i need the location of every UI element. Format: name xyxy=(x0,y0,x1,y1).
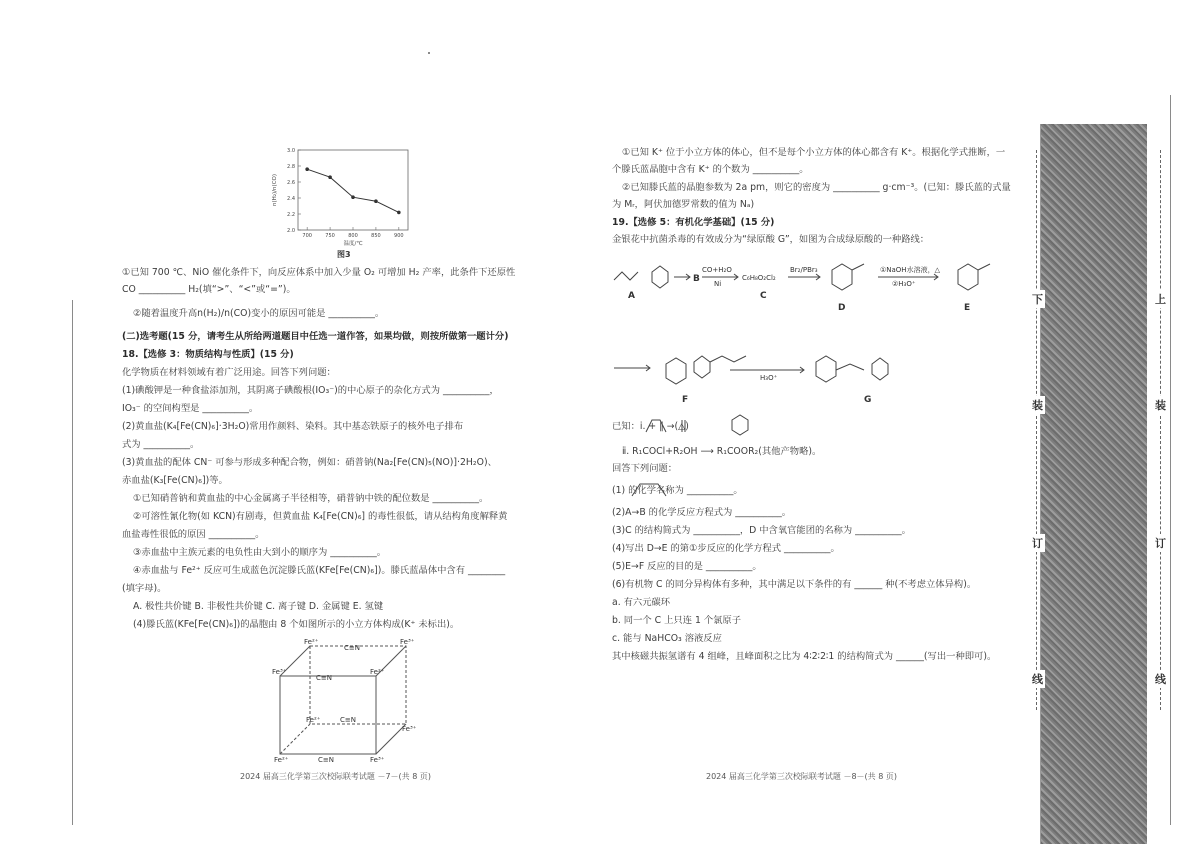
left-page-footer: 2024 届高三化学第三次校际联考试题 －7－(共 8 页) xyxy=(240,772,431,781)
reagent-ni: Ni xyxy=(714,280,722,288)
x-tick-label-4: 900 xyxy=(394,233,404,239)
compound-a-chain xyxy=(614,272,638,280)
outer-label-4: 线 xyxy=(1153,670,1168,688)
cube-label-fe-bl: Fe²⁺ xyxy=(306,716,321,724)
data-point-0 xyxy=(305,167,309,171)
q19-6-cond-c: c. 能与 NaHCO₃ 溶液反应 xyxy=(612,633,722,644)
x-tick-label-1: 750 xyxy=(325,233,335,239)
q18-1-line-2: IO₃⁻ 的空间构型是 __________。 xyxy=(122,403,259,414)
q18-3-sub-3: ③赤血盐中主族元素的电负性由大到小的顺序为 __________。 xyxy=(133,547,387,558)
cyclohexene-product xyxy=(732,415,748,435)
y-tick-label-2: 2.4 xyxy=(287,196,295,202)
label-g: G xyxy=(864,395,872,405)
answer-prompt: 回答下列问题： xyxy=(612,463,678,474)
cube-label-fe-br: Fe³⁺ xyxy=(402,725,417,733)
q18-2-line-1: (2)黄血盐(K₄[Fe(CN)₆]·3H₂O)常用作颜料、染料。其中基态铁原子的核外电子排布 xyxy=(122,421,464,432)
q18-4-sub-1-line-2: 个滕氏蓝晶胞中含有 K⁺ 的个数为 __________。 xyxy=(612,164,809,175)
y-tick-label-3: 2.6 xyxy=(287,180,295,186)
label-d: D xyxy=(838,303,846,313)
outer-label-2: 装 xyxy=(1153,396,1168,414)
reactant-chain xyxy=(710,356,746,362)
chart-caption: 图3 xyxy=(337,250,351,259)
compound-g-ring-1 xyxy=(816,356,836,382)
data-point-4 xyxy=(397,211,401,215)
outer-dash-line xyxy=(1160,150,1162,710)
chart-frame xyxy=(298,150,408,230)
x-tick-label-3: 850 xyxy=(371,233,381,239)
y-tick-label-5: 3.0 xyxy=(287,148,295,154)
cube-label-fe-mr: Fe²⁺ xyxy=(370,668,385,676)
chart-axes xyxy=(272,148,408,247)
dichloro-alkene xyxy=(632,484,666,496)
diels-alder-svg xyxy=(642,412,762,438)
synthesis-scheme-row-2 xyxy=(610,340,1030,410)
cube-label-cn-top: C≡N xyxy=(344,644,360,652)
q18-3-sub-2-line-2: 血盐毒性很低的原因 __________。 xyxy=(122,529,265,540)
reagent-h3o: ②H₃O⁺ xyxy=(892,280,916,288)
q19-6-final: 其中核磁共振氢谱有 4 组峰，且峰面积之比为 4∶2∶2∶1 的结构简式为 ______(写出一种即可)。 xyxy=(612,651,997,662)
q19-1-structure xyxy=(628,478,674,500)
label-a: A xyxy=(628,291,635,301)
q18-options: A. 极性共价键 B. 非极性共价键 C. 离子键 D. 金属键 E. 氢键 xyxy=(133,601,384,612)
compound-f-ring xyxy=(666,358,686,384)
cube-label-fe-b1: Fe²⁺ xyxy=(274,756,289,764)
q19-1-structure-svg xyxy=(628,478,674,500)
cube-back-face xyxy=(310,646,406,724)
q18-1-line-1: (1)碘酸钾是一种食盐添加剂，其阴离子碘酸根(IO₃⁻)的中心原子的杂化方式为 __________， xyxy=(122,385,499,396)
q19-6-cond-a: a. 有六元碳环 xyxy=(612,597,671,608)
q18-3-line-2: 赤血盐(K₃[Fe(CN)₆])等。 xyxy=(122,475,228,486)
reactant-ring xyxy=(694,356,710,378)
scheme-row-1-svg xyxy=(610,250,1030,320)
temperature-ratio-chart xyxy=(268,142,418,252)
q19-1: (1) 的化学名称为 __________。 xyxy=(612,485,743,496)
q18-intro: 化学物质在材料领域有着广泛用途。回答下列问题： xyxy=(122,367,336,378)
known-ii: ⅱ. R₁COCl+R₂OH ⟶ R₁COOR₂(其他产物略)。 xyxy=(622,446,822,457)
y-axis-label: n(H₂)/n(CO) xyxy=(272,174,278,206)
right-page-footer: 2024 届高三化学第三次校际联考试题 －8－(共 8 页) xyxy=(706,772,897,781)
q18-4-sub-2-line-2: 为 Mᵣ，阿伏加德罗常数的值为 Nₐ) xyxy=(612,199,755,210)
data-point-2 xyxy=(351,195,355,199)
cube-label-cn-inner: C≡N xyxy=(340,716,356,724)
chart-svg xyxy=(268,142,418,252)
q19-intro: 金银花中抗菌杀毒的有效成分为“绿原酸 G”，如图为合成绿原酸的一种路线： xyxy=(612,234,930,245)
y-tick-label-1: 2.2 xyxy=(287,212,295,218)
inner-label-4: 线 xyxy=(1030,670,1045,688)
synthesis-scheme-row-1 xyxy=(610,250,1030,320)
y-tick-label-0: 2.0 xyxy=(287,228,295,234)
data-point-1 xyxy=(328,175,332,179)
q18-4-line-1: (4)滕氏蓝(KFe[Fe(CN)₆])的晶胞由 8 个如图所示的小立方体构成(K⁺ 未标出)。 xyxy=(133,619,460,630)
label-b: B xyxy=(693,274,700,284)
compound-e-ring xyxy=(958,264,978,290)
label-f: F xyxy=(682,395,689,405)
right-scan-edge xyxy=(1170,95,1171,825)
q18-3-sub-4-line-2: (填字母)。 xyxy=(122,583,167,594)
q18-3-sub-4-line-1: ④赤血盐与 Fe²⁺ 反应可生成蓝色沉淀滕氏蓝(KFe[Fe(CN)₆])。滕氏蓝晶体中含有 ________ xyxy=(133,565,506,576)
y-tick-label-4: 2.8 xyxy=(287,164,295,170)
data-point-3 xyxy=(374,199,378,203)
inner-label-3: 订 xyxy=(1030,534,1045,552)
inner-dash-line xyxy=(1036,150,1038,710)
q18-3-sub-2-line-1: ②可溶性氰化物(如 KCN)有剧毒，但黄血盐 K₄[Fe(CN)₆] 的毒性很低，请从结构角度解释黄 xyxy=(133,511,508,522)
x-axis-label: 温度/℃ xyxy=(343,241,363,247)
binding-strip-pattern xyxy=(1040,124,1147,844)
compound-g-ring-2 xyxy=(872,358,888,380)
q18-2-line-2: 式为 __________。 xyxy=(122,439,200,450)
reagent-f-g: H₃O⁺ xyxy=(760,374,778,382)
x-tick-label-2: 800 xyxy=(348,233,358,239)
cube-label-fe-ml: Fe³⁺ xyxy=(272,668,287,676)
cube-label-fe-tl: Fe²⁺ xyxy=(304,638,319,646)
q17-line-3: ②随着温度升高n(H₂)/n(CO)变小的原因可能是 __________。 xyxy=(133,308,385,319)
scheme-row-2-svg xyxy=(610,340,1030,410)
known-i: 已知：ⅰ. + ‖ →(△) xyxy=(612,421,689,432)
q18-4-sub-2-line-1: ②已知滕氏蓝的晶胞参数为 2a pm，则它的密度为 __________ g·cm⁻³。(已知：滕氏蓝的式量 xyxy=(622,182,1011,193)
q18-3-sub-1: ①已知硝普钠和黄血盐的中心金属离子半径相等，硝普钠中铁的配位数是 __________。 xyxy=(133,493,489,504)
q19-6-cond-b: b. 同一个 C 上只连 1 个氯原子 xyxy=(612,615,742,626)
cube-label-fe-tr: Fe³⁺ xyxy=(400,638,415,646)
cube-label-cn-bottom: C≡N xyxy=(318,756,334,764)
chart-marks xyxy=(305,167,400,214)
q19-5: (5)E→F 反应的目的是 __________。 xyxy=(612,561,762,572)
diene xyxy=(646,420,666,432)
cube-front-face xyxy=(280,676,376,754)
cube-edge-4 xyxy=(280,724,310,754)
cube-label-cn-mid: C≡N xyxy=(316,674,332,682)
compound-d-sub xyxy=(852,264,864,270)
reagent-br2: Br₂/PBr₃ xyxy=(790,266,818,274)
outer-label-1: 上 xyxy=(1153,290,1168,308)
x-tick-label-0: 700 xyxy=(302,233,312,239)
tengs-blue-unit-cube xyxy=(266,636,436,764)
left-scan-edge xyxy=(72,300,73,825)
intermediate-c-formula: C₆H₈O₂Cl₂ xyxy=(742,274,776,282)
q17-line-1: ①已知 700 ℃、NiO 催化条件下，向反应体系中加入少量 O₂ 可增加 H₂ 产率，此条件下还原性 xyxy=(122,267,516,278)
elective-heading: (二)选考题(15 分，请考生从所给两道题目中任选一道作答，如果均做，则按所做第一题计分) xyxy=(122,331,509,342)
q19-2: (2)A→B 的化学反应方程式为 __________。 xyxy=(612,507,792,518)
compound-g-chain xyxy=(836,364,864,370)
compound-d-ring xyxy=(832,264,852,290)
inner-label-1: 下 xyxy=(1030,290,1045,308)
stray-dot xyxy=(428,52,430,54)
q19-6: (6)有机物 C 的同分异构体有多种，其中满足以下条件的有 ______ 种(不考虑立体异构)。 xyxy=(612,579,977,590)
compound-a-ring xyxy=(652,266,668,288)
reagent-co-h2o: CO+H₂O xyxy=(702,266,732,274)
series-line xyxy=(307,169,399,212)
cube-label-fe-b2: Fe³⁺ xyxy=(370,756,385,764)
q17-line-2: CO __________ H₂(填“>”、“<”或“=”)。 xyxy=(122,284,296,295)
q18-4-sub-1-line-1: ①已知 K⁺ 位于小立方体的体心，但不是每个小立方体的体心都含有 K⁺。根据化学式推断，一 xyxy=(622,147,1006,158)
cube-svg xyxy=(266,636,436,764)
q18-heading: 18.【选修 3：物质结构与性质】(15 分) xyxy=(122,349,294,360)
label-c: C xyxy=(760,291,767,301)
q18-3-line-1: (3)黄血盐的配体 CN⁻ 可参与形成多种配合物，例如：硝普钠(Na₂[Fe(CN)₅(NO)]·2H₂O)、 xyxy=(122,457,497,468)
compound-e-sub xyxy=(978,264,990,270)
outer-label-3: 订 xyxy=(1153,534,1168,552)
label-e: E xyxy=(964,303,971,313)
reagent-naoh: ①NaOH水溶液，△ xyxy=(880,266,940,274)
q19-4: (4)写出 D→E 的第①步反应的化学方程式 __________。 xyxy=(612,543,840,554)
diels-alder-scheme xyxy=(642,412,762,438)
inner-label-2: 装 xyxy=(1030,396,1045,414)
q19-3: (3)C 的结构简式为 __________，D 中含氧官能团的名称为 __________。 xyxy=(612,525,911,536)
q19-heading: 19.【选修 5：有机化学基础】(15 分) xyxy=(612,217,775,228)
